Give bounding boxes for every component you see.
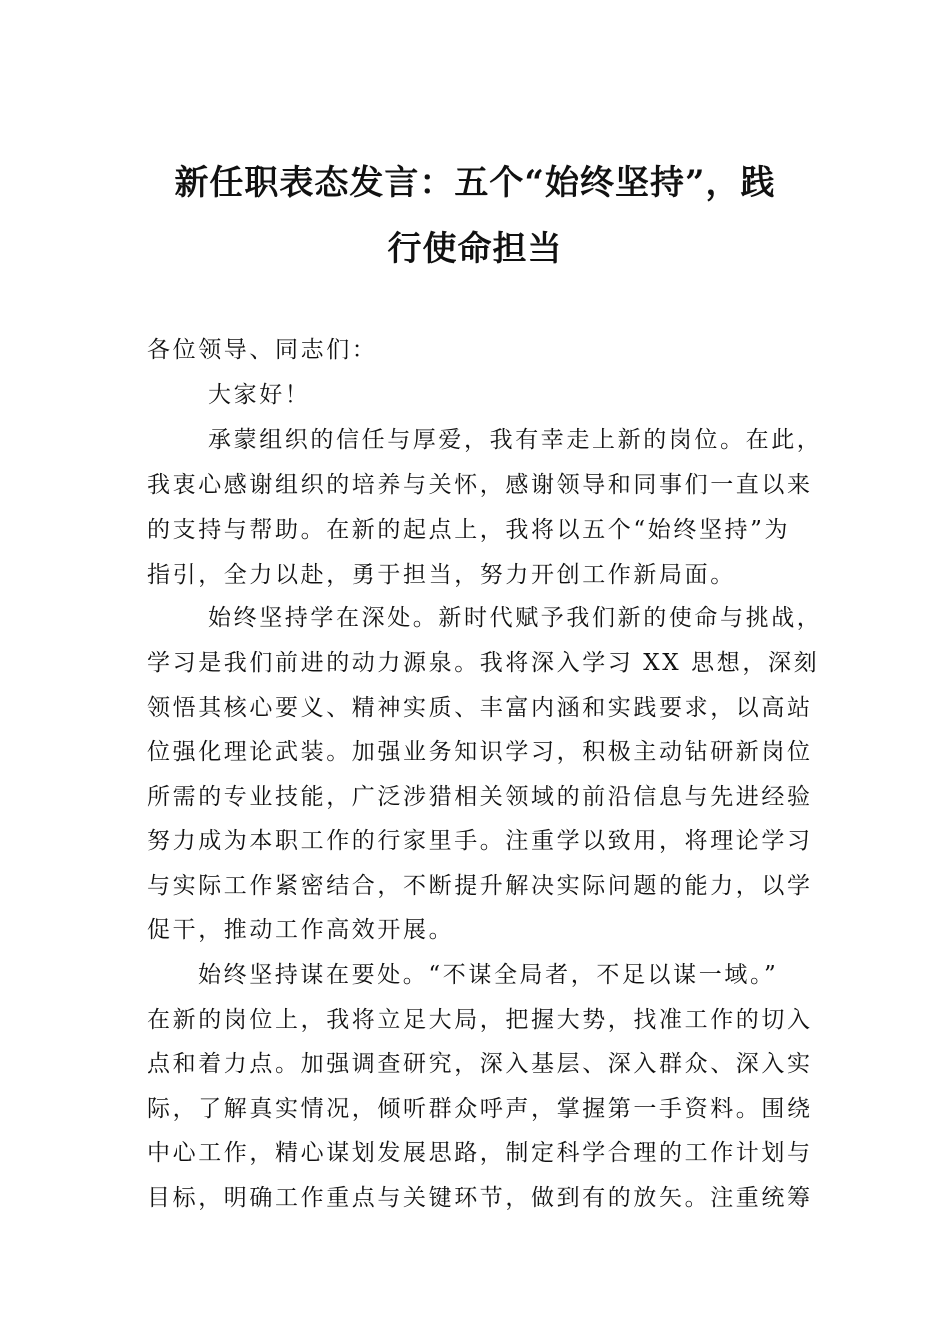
body-line: 努力成为本职工作的行家里手。注重学以致用，将理论学习: [147, 828, 813, 854]
body-line: 目标，明确工作重点与关键环节，做到有的放矢。注重统筹: [147, 1185, 813, 1211]
body-line: 在新的岗位上，我将立足大局，把握大势，找准工作的切入: [147, 1007, 813, 1033]
body-line: 点和着力点。加强调查研究，深入基层、深入群众、深入实: [147, 1051, 813, 1077]
body-line: 始终坚持谋在要处。“不谋全局者，不足以谋一域。”: [198, 962, 779, 988]
body-line: 我衷心感谢组织的培养与关怀，感谢领导和同事们一直以来: [147, 472, 813, 498]
body-line: 际，了解真实情况，倾听群众呼声，掌握第一手资料。围绕: [147, 1096, 813, 1122]
title-line-1: 新任职表态发言：五个“始终坚持”，践: [174, 163, 776, 203]
salutation: 各位领导、同志们：: [147, 337, 378, 363]
body-line: 始终坚持学在深处。新时代赋予我们新的使命与挑战，: [208, 605, 823, 631]
body-line: 位强化理论武装。加强业务知识学习，积极主动钻研新岗位: [147, 739, 813, 765]
body-line: 所需的专业技能，广泛涉猎相关领域的前沿信息与先进经验: [147, 784, 813, 810]
body-line: 的支持与帮助。在新的起点上，我将以五个“始终坚持”为: [147, 517, 791, 543]
document-title: [140, 150, 810, 282]
greeting: 大家好！: [208, 382, 311, 408]
body-line: 学习是我们前进的动力源泉。我将深入学习 XX 思想，深刻: [147, 650, 820, 676]
body-line: 与实际工作紧密结合，不断提升解决实际问题的能力，以学: [147, 873, 813, 899]
title-line-2: 行使命担当: [387, 229, 563, 269]
body-line: 中心工作，精心谋划发展思路，制定科学合理的工作计划与: [147, 1140, 813, 1166]
body-line: 促干，推动工作高效开展。: [147, 917, 455, 943]
body-line: 承蒙组织的信任与厚爱，我有幸走上新的岗位。在此，: [208, 427, 823, 453]
body-line: 指引，全力以赴，勇于担当，努力开创工作新局面。: [147, 562, 736, 588]
body-line: 领悟其核心要义、精神实质、丰富内涵和实践要求，以高站: [147, 695, 813, 721]
